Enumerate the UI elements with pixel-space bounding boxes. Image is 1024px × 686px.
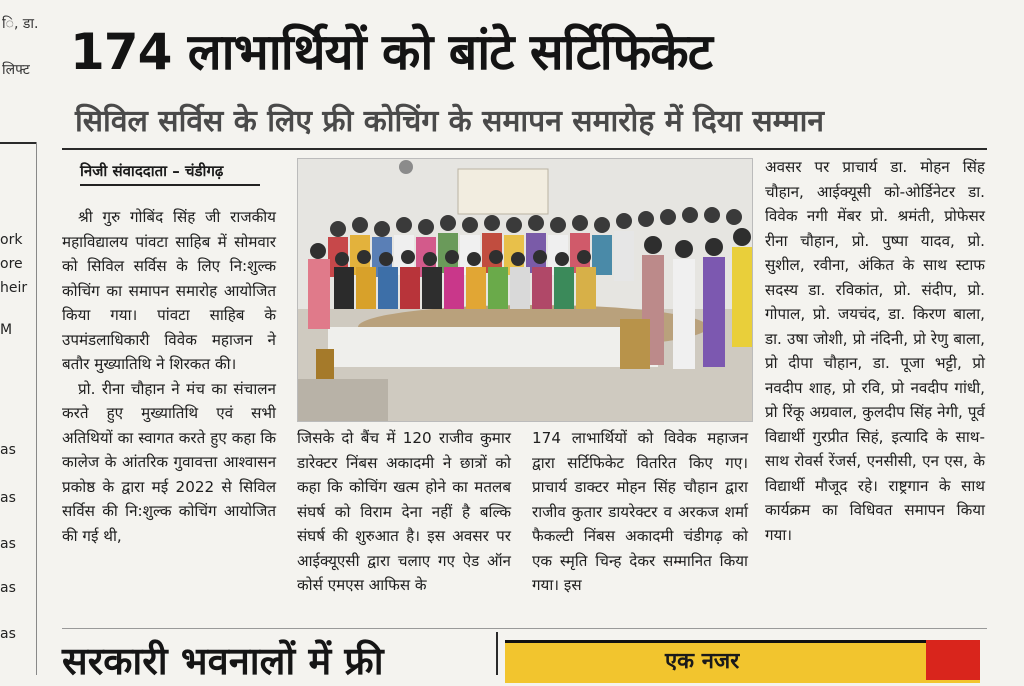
article-paragraph: अवसर पर प्राचार्य डा. मोहन सिंह चौहान, आईक्यूसी को-ओर्डिनेटर डा. विवेक नगी मेंबर प्रो. श्रमंती, प्रोफेसर रीना चौहान, प्रो. पुष्पा यादव, प्रो. सुशील, रवीना, अंकित के साथ स्टाफ सदस्य डा. रविकांत, प्रो. संदीप, प्रो. गोपाल, प्रो. जयचंद, डा. किरण बाला, डा. उषा जोशी, प्रो नंदिनी, प्रो रेणु बाला, प्रो दीपा चौहान, डा. पूजा भट्टी, प्रो नवदीप शाह, प्रो रवि, प्रो नवदीप गांधी, प्रो रिंकू अग्रवाल, कुलदीप सिंह नेगी, पूर्व विद्यार्थी गुरप्रीत सिहं, इत्यादि के साथ-साथ रोवर्स रेंजर्स, एनसीसी, एन एस, के विद्यार्थी मौजूद रहे। राष्ट्रगान के साथ कार्यक्रम का विधिवत समापन किया गया।: [765, 158, 985, 544]
bottom-divider: [496, 632, 498, 675]
subheadline: सिविल सर्विस के लिए फ्री कोचिंग के समापन समारोह में दिया सम्मान: [75, 104, 824, 139]
event-photo: [297, 158, 753, 422]
article-column-1: [62, 205, 276, 548]
red-accent-block: [926, 640, 980, 680]
edge-fragment: M: [0, 322, 13, 338]
edge-fragment: as: [0, 626, 16, 642]
ek-nazar-label: एक नजर: [665, 649, 740, 674]
edge-fragment-top: लिफ्ट: [2, 62, 30, 78]
left-column-rule: [36, 142, 37, 675]
edge-fragment-top: ि, डा.: [2, 16, 39, 32]
article-column-3: [532, 426, 748, 598]
article-paragraph: श्री गुरु गोबिंद सिंह जी राजकीय महाविद्यालय पांवटा साहिब में सोमवार को सिविल सर्विस के लिए नि:शुल्क कोचिंग का समापन समारोह आयोजित किया गया। पांवटा साहिब के उपमंडलाधिकारी विवेक महाजन ने बतौर मुख्यातिथि ने शिरकत की।: [62, 208, 276, 373]
article-paragraph: जिसके दो बैंच में 120 राजीव कुमार डारेक्टर निंबस अकादमी ने छात्रों को कहा कि कोचिंग खत्म होने का मतलब संघर्ष को विराम देना नहीं है बल्कि संघर्ष की शुरुआत है। इस अवसर पर आईक्यूएसी द्वारा चलाए गए ऐड ऑन कोर्स एमएस आफिस के: [297, 429, 511, 594]
article-paragraph: 174 लाभार्थियों को विवेक महाजन द्वारा सर्टिफिकेट वितरित किए गए। प्राचार्य डाक्टर मोहन सिंह चौहान द्वारा राजीव कुतार डायरेक्टर व अरकज शर्मा फैकल्टी निंबस अकादमी चंडीगढ़ को एक स्मृति चिन्ह देकर सम्मानित किया गया। इस: [532, 429, 748, 594]
next-story-headline: सरकारी भवनालों में फ्री: [62, 639, 384, 683]
article-column-4: [765, 155, 985, 547]
edge-fragment: as: [0, 490, 16, 506]
edge-fragment: ore: [0, 256, 23, 272]
headline-rule: [62, 148, 987, 150]
article-column-2: [297, 426, 511, 598]
byline: निजी संवाददाता – चंडीगढ़: [80, 158, 260, 186]
edge-fragment: as: [0, 442, 16, 458]
edge-fragment: as: [0, 580, 16, 596]
edge-fragment: as: [0, 536, 16, 552]
bottom-rule: [62, 628, 987, 629]
ek-nazar-box: [505, 640, 980, 683]
group-photo-icon: [298, 159, 752, 421]
edge-fragment: heir: [0, 280, 28, 296]
article-paragraph: प्रो. रीना चौहान ने मंच का संचालन करते हुए मुख्यातिथि एवं सभी अतिथियों का स्वागत करते हुए कहा कि कालेज के आंतरिक गुवावत्ता आश्वासन प्रकोष्ठ के द्वारा मई 2022 से सिविल सर्विस की नि:शुल्क कोचिंग आयोजित की गई थी,: [62, 379, 276, 545]
edge-fragment: ork: [0, 232, 23, 248]
left-edge-column: [0, 140, 36, 675]
headline: 174 लाभार्थियों को बांटे सर्टिफिकेट: [70, 23, 712, 81]
